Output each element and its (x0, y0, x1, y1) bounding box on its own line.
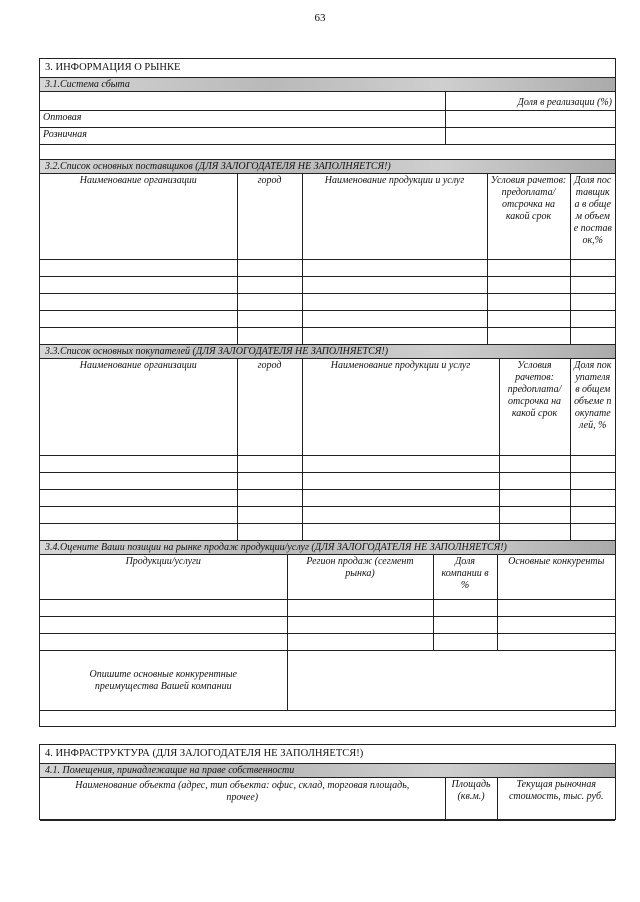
cell[interactable] (40, 260, 237, 277)
col-org-name: Наименование организации (40, 359, 237, 455)
suppliers-table (40, 174, 615, 346)
cell[interactable] (302, 506, 499, 523)
table-row (40, 506, 615, 523)
cell[interactable] (287, 634, 433, 651)
col-area: Площадь (кв.м.) (445, 778, 497, 820)
col-org-name: Наименование организации (40, 174, 237, 260)
cell[interactable] (302, 455, 499, 472)
cell[interactable] (487, 328, 570, 345)
cell[interactable] (497, 617, 615, 634)
cell[interactable] (237, 472, 302, 489)
cell[interactable] (433, 600, 497, 617)
cell[interactable] (570, 294, 615, 311)
channel-retail: Розничная (40, 127, 445, 144)
subsection-3-3-bar: 3.3.Список основных покупателей (ДЛЯ ЗАЛОГОДАТЕЛЯ НЕ ЗАПОЛНЯЕТСЯ!) (40, 345, 615, 359)
cell[interactable] (302, 260, 487, 277)
cell[interactable] (570, 311, 615, 328)
buyers-table (40, 359, 615, 541)
cell[interactable] (40, 472, 237, 489)
table-row (40, 617, 615, 634)
cell[interactable] (237, 260, 302, 277)
section-3-title: 3. ИНФОРМАЦИЯ О РЫНКЕ (40, 59, 615, 78)
cell[interactable] (499, 472, 570, 489)
table-row (40, 634, 615, 651)
cell[interactable] (570, 472, 615, 489)
cell[interactable] (237, 294, 302, 311)
cell[interactable] (487, 294, 570, 311)
wholesale-share-cell[interactable] (445, 110, 615, 127)
col-market-value: Текущая рыночная стоимость, тыс. руб. (497, 778, 615, 820)
cell[interactable] (302, 489, 499, 506)
cell[interactable] (237, 489, 302, 506)
col-competitors: Основные конкуренты (497, 555, 615, 600)
sales-channel-header-cell (40, 92, 445, 110)
cell[interactable] (40, 294, 237, 311)
advantages-input-cell[interactable] (287, 651, 615, 711)
table-row (40, 294, 615, 311)
premises-table (40, 778, 615, 821)
cell[interactable] (40, 277, 237, 294)
section-4-title: 4. ИНФРАСТРУКТУРА (ДЛЯ ЗАЛОГОДАТЕЛЯ НЕ ЗАПОЛНЯЕТСЯ!) (40, 745, 615, 764)
retail-share-cell[interactable] (445, 127, 615, 144)
section-market-info (39, 58, 616, 727)
col-payment-terms: Условия рачетов: предоплата/ отсрочка на какой срок (499, 359, 570, 455)
cell[interactable] (40, 311, 237, 328)
col-products-services: Продукции/услуги (40, 555, 287, 600)
cell[interactable] (570, 277, 615, 294)
table-row (40, 311, 615, 328)
subsection-3-4-bar: 3.4.Оцените Ваши позиции на рынке продаж продукции/услуг (ДЛЯ ЗАЛОГОДАТЕЛЯ НЕ ЗАПОЛНЯЕТСЯ!) (40, 541, 615, 555)
cell[interactable] (40, 523, 237, 540)
col-city: город (237, 174, 302, 260)
cell[interactable] (40, 455, 237, 472)
cell[interactable] (570, 328, 615, 345)
section-infrastructure (39, 744, 616, 820)
cell[interactable] (40, 328, 237, 345)
cell[interactable] (302, 311, 487, 328)
spacer (40, 145, 615, 160)
cell[interactable] (499, 455, 570, 472)
col-buyer-share: Доля покупателя в общем объеме покупателей, % (570, 359, 615, 455)
cell[interactable] (570, 260, 615, 277)
cell[interactable] (497, 600, 615, 617)
table-row (40, 523, 615, 540)
cell[interactable] (302, 523, 499, 540)
table-row (40, 489, 615, 506)
cell[interactable] (287, 617, 433, 634)
market-position-table (40, 555, 615, 712)
table-row (40, 600, 615, 617)
cell[interactable] (570, 523, 615, 540)
cell[interactable] (487, 311, 570, 328)
cell[interactable] (499, 523, 570, 540)
col-city: город (237, 359, 302, 455)
table-row (40, 455, 615, 472)
col-supplier-share: Доля поставщика в общем объеме поставок,% (570, 174, 615, 260)
cell[interactable] (487, 260, 570, 277)
cell[interactable] (570, 489, 615, 506)
col-company-share: Доля компании в % (433, 555, 497, 600)
table-row (40, 260, 615, 277)
cell[interactable] (497, 634, 615, 651)
cell[interactable] (302, 277, 487, 294)
cell[interactable] (40, 600, 287, 617)
col-object-name: Наименование объекта (адрес, тип объекта: офис, склад, торговая площадь, прочее) (40, 778, 445, 820)
cell[interactable] (237, 506, 302, 523)
cell[interactable] (570, 506, 615, 523)
table-row (40, 472, 615, 489)
cell[interactable] (302, 472, 499, 489)
cell[interactable] (287, 600, 433, 617)
cell[interactable] (237, 328, 302, 345)
col-products: Наименование продукции и услуг (302, 174, 487, 260)
subsection-3-1-bar: 3.1.Система сбыта (40, 78, 615, 92)
cell[interactable] (433, 617, 497, 634)
advantages-label: Опишите основные конкурентные преимущества Вашей компании (40, 651, 287, 711)
col-products: Наименование продукции и услуг (302, 359, 499, 455)
subsection-4-1-bar: 4.1. Помещения, принадлежащие на праве собственности (40, 764, 615, 778)
cell[interactable] (40, 617, 287, 634)
cell[interactable] (40, 634, 287, 651)
cell[interactable] (433, 634, 497, 651)
cell[interactable] (499, 489, 570, 506)
cell[interactable] (487, 277, 570, 294)
cell[interactable] (237, 523, 302, 540)
col-payment-terms: Условия рачетов: предоплата/ отсрочка на какой срок (487, 174, 570, 260)
cell[interactable] (570, 455, 615, 472)
cell[interactable] (237, 277, 302, 294)
page-number: 63 (314, 12, 326, 24)
share-header: Доля в реализации (%) (445, 92, 615, 110)
subsection-3-2-bar: 3.2.Список основных поставщиков (ДЛЯ ЗАЛОГОДАТЕЛЯ НЕ ЗАПОЛНЯЕТСЯ!) (40, 160, 615, 174)
cell[interactable] (40, 506, 237, 523)
cell[interactable] (302, 294, 487, 311)
table-row (40, 328, 615, 345)
table-row (40, 277, 615, 294)
cell[interactable] (237, 455, 302, 472)
cell[interactable] (237, 311, 302, 328)
channel-wholesale: Оптовая (40, 110, 445, 127)
cell[interactable] (40, 489, 237, 506)
col-sales-region: Регион продаж (сегмент рынка) (287, 555, 433, 600)
cell[interactable] (302, 328, 487, 345)
sales-system-table (40, 92, 615, 145)
cell[interactable] (499, 506, 570, 523)
